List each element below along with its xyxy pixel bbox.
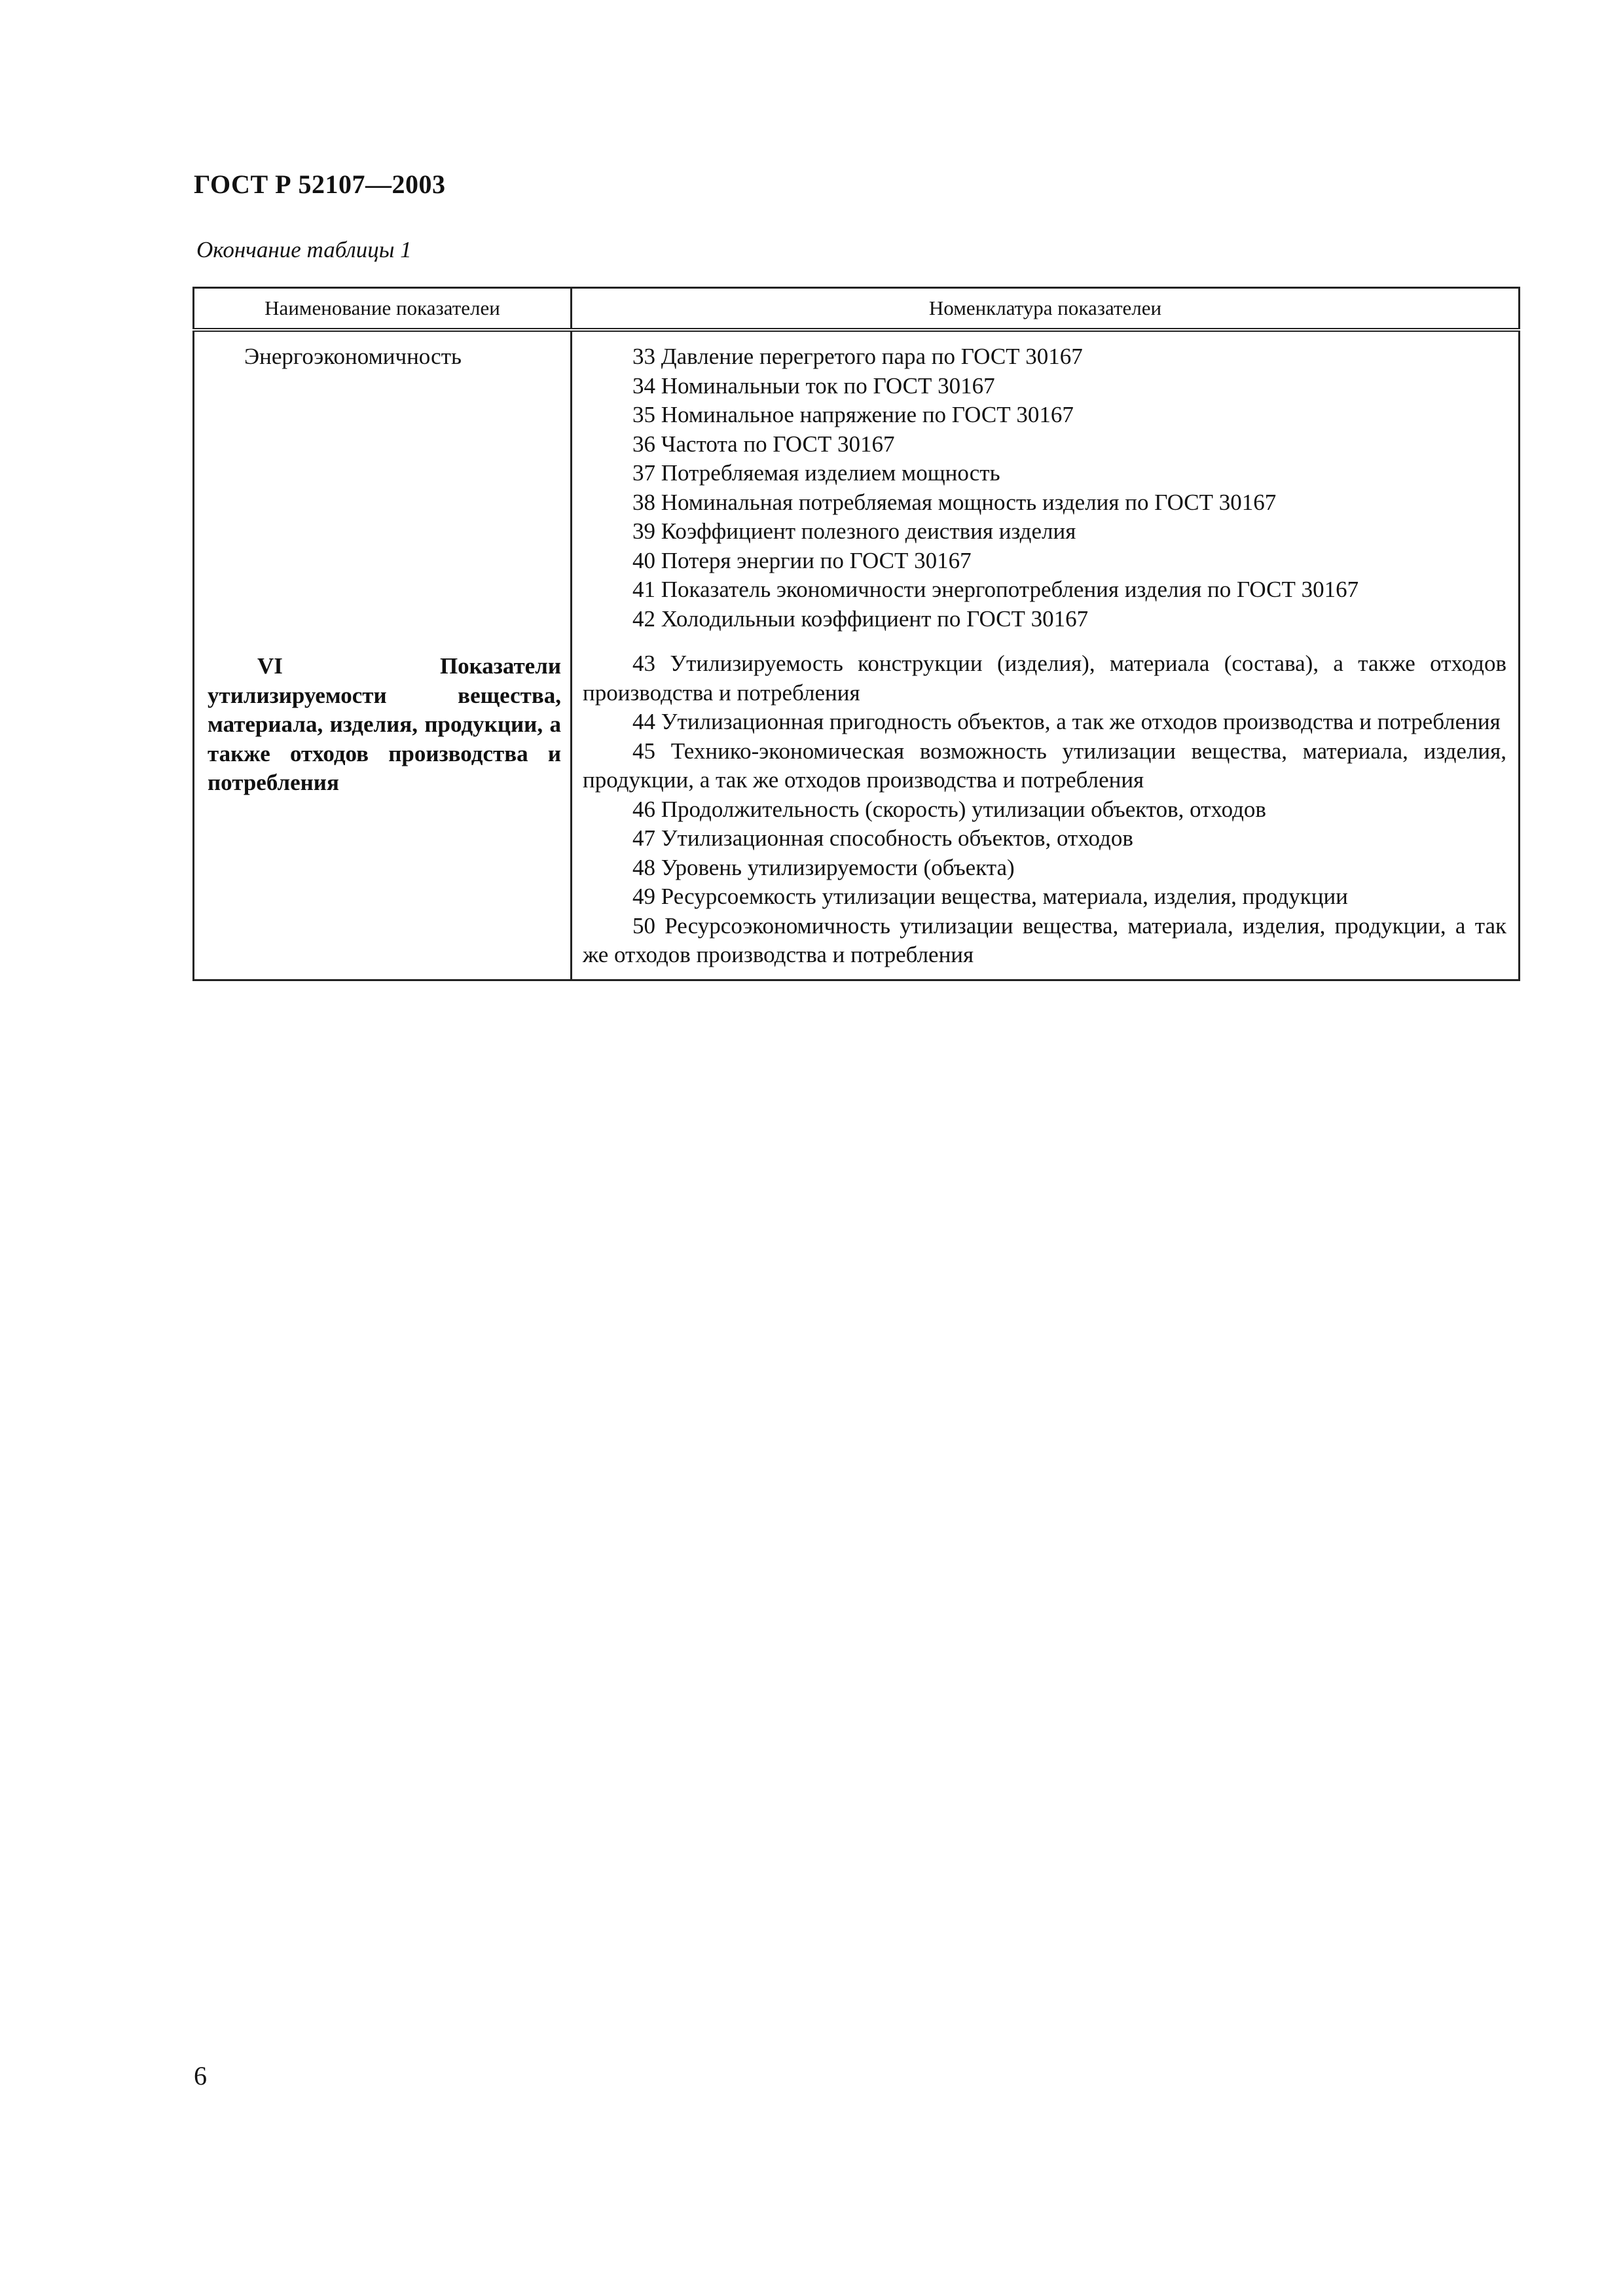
list-item: 43 Утилизируемость конструкции (изделия), материала (состава), а также отходов производства и потребления	[583, 651, 1506, 706]
list-item: 47 Утилизационная способность объектов, отходов	[632, 825, 1133, 851]
section-heading: VI Показатели утилизируемости вещества, материала, изделия, продукции, а также отходов производства и потребления	[208, 653, 561, 795]
list-item: 40 Потеря энергии по ГОСТ 30167	[632, 547, 972, 573]
row-items-cell	[572, 634, 1520, 980]
column-header-name: Наименование показателеи	[194, 288, 572, 331]
list-item: 46 Продолжительность (скорость) утилизации объектов, отходов	[632, 796, 1266, 822]
list-item: 37 Потребляемая изделием мощность	[632, 460, 1000, 486]
column-header-nomenclature: Номенклатура показателеи	[572, 288, 1520, 331]
list-item: 38 Номинальная потребляемая мощность изделия по ГОСТ 30167	[632, 489, 1277, 515]
list-item: 35 Номинальное напряжение по ГОСТ 30167	[632, 402, 1074, 427]
page-number: 6	[194, 2061, 207, 2090]
list-item: 48 Уровень утилизируемости (объекта)	[632, 854, 1015, 880]
list-item: 45 Технико-экономическая возможность утилизации вещества, материала, изделия, продукции, а так же отходов производства и потребления	[583, 738, 1506, 793]
items-list	[572, 634, 1518, 979]
items-list	[572, 332, 1518, 634]
list-item: 33 Давление перегретого пара по ГОСТ 30167	[632, 344, 1083, 369]
list-item: 49 Ресурсоемкость утилизации вещества, материала, изделия, продукции	[632, 884, 1348, 909]
row-name: Энергоэкономичность	[244, 344, 462, 369]
list-item: 36 Частота по ГОСТ 30167	[632, 431, 895, 457]
row-items-cell	[572, 330, 1520, 634]
table-caption: Окончание таблицы 1	[196, 237, 412, 262]
table-header-row	[194, 288, 1520, 331]
list-item: 50 Ресурсоэкономичность утилизации вещества, материала, изделия, продукции, а так же отходов производства и потребления	[583, 912, 1506, 967]
list-item: 41 Показатель экономичности энергопотребления изделия по ГОСТ 30167	[632, 577, 1359, 602]
list-item: 44 Утилизационная пригодность объектов, а так же отходов производства и потребления	[632, 709, 1501, 734]
indicators-table	[192, 287, 1520, 981]
row-name-cell	[194, 330, 572, 634]
row-name-cell	[194, 634, 572, 980]
table-row	[194, 330, 1520, 634]
list-item: 42 Холодильныи коэффициент по ГОСТ 30167	[632, 605, 1089, 632]
list-item: 39 Коэффициент полезного деиствия изделия	[632, 518, 1076, 544]
table-row	[194, 634, 1520, 980]
document-code: ГОСТ Р 52107—2003	[194, 170, 446, 199]
list-item: 34 Номинальныи ток по ГОСТ 30167	[632, 372, 995, 399]
